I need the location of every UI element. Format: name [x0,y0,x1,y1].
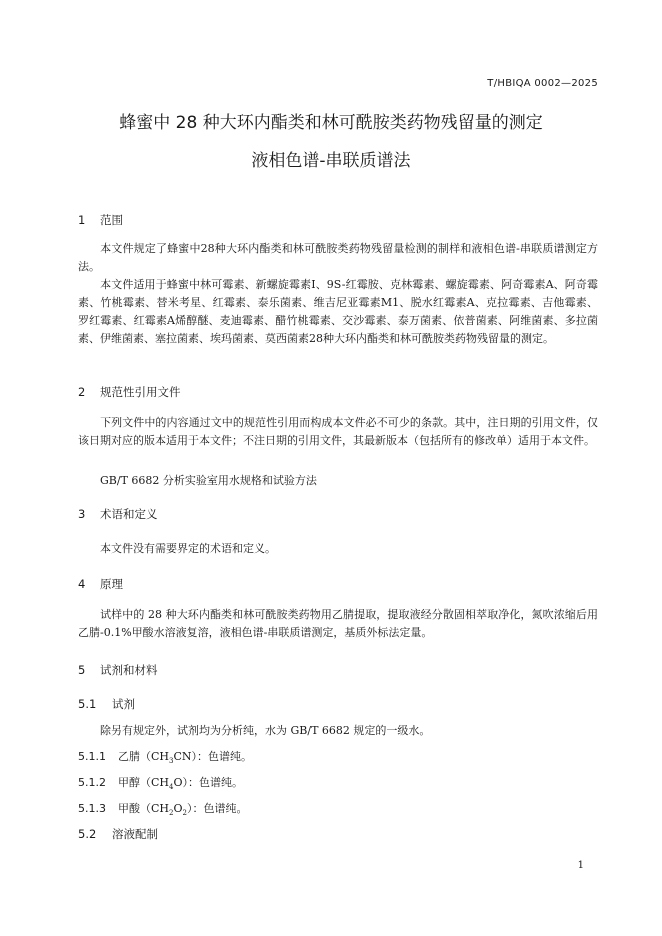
section-3-heading: 3 术语和定义 [78,507,158,521]
standard-code: T/HBIQA 0002—2025 [487,78,598,89]
reagent-item-formic-acid: 5.1.3 甲酸$(CH_2O_2)$：色谱纯。 [78,802,248,818]
section-5-1-heading: 5.1 试剂 [78,697,135,711]
section-2-heading: 2 规范性引用文件 [78,385,181,399]
normative-reference: GB/T 6682 分析实验室用水规格和试验方法 [100,474,317,487]
reagent-item-acetonitrile: 5.1.1 乙腈$(CH_3CN)$：色谱纯。 [78,750,253,766]
section-5-1-paragraph: 除另有规定外，试剂均为分析纯，水为 GB/T 6682 规定的一级水。 [100,724,431,737]
section-5-heading: 5 试剂和材料 [78,663,158,677]
document-title: 蜂蜜中 28 种大环内酯类和林可酰胺类药物残留量的测定 [119,113,543,133]
document-subtitle: 液相色谱-串联质谱法 [251,151,411,171]
section-3-paragraph-1: 本文件没有需要界定的术语和定义。 [100,542,276,555]
section-5-2-heading: 5.2 溶液配制 [78,827,158,841]
page-number: 1 [577,860,584,871]
section-2-paragraph-1: 下列文件中的内容通过文中的规范性引用而构成本文件必不可少的条款。其中，注日期的引用文件，仅该日期对应的版本适用于本文件；不注日期的引用文件，其最新版本（包括所有的修改单）适用于本文件。 [78,416,598,447]
section-title: 范围 [100,213,123,227]
section-4-heading: 4 原理 [78,577,123,591]
reagent-item-methanol: 5.1.2 甲醇$(CH_4O)$：色谱纯。 [78,776,244,792]
section-1-heading [78,212,123,228]
section-1-paragraph-2: 本文件适用于蜂蜜中林可霉素、新螺旋霉素I、9S-红霉胺、克林霉素、螺旋霉素、阿奇霉素A、阿奇霉素、竹桃霉素、替米考星、红霉素、泰乐菌素、维吉尼亚霉素M1、脱水红霉素A、克拉霉素、吉他霉素、罗红霉素、红霉素A烯醇醚、麦迪霉素、醋竹桃霉素、交沙霉素、泰万菌素、依普菌素、阿维菌素、多拉菌素、伊维菌素、塞拉菌素、埃玛菌素、莫西菌素28种大环内酯类和林可酰胺类药物残留量的测定。 [78,278,598,345]
section-1-paragraph-1: 本文件规定了蜂蜜中28种大环内酯类和林可酰胺类药物残留量检测的制样和液相色谱-串联质谱测定方法。 [78,242,598,273]
section-4-paragraph-1: 试样中的 28 种大环内酯类和林可酰胺类药物用乙腈提取，提取液经分散固相萃取净化，氮吹浓缩后用乙腈-0.1%甲酸水溶液复溶，液相色谱-串联质谱测定，基质外标法定量。 [78,608,598,639]
section-number: 1 [78,213,86,227]
